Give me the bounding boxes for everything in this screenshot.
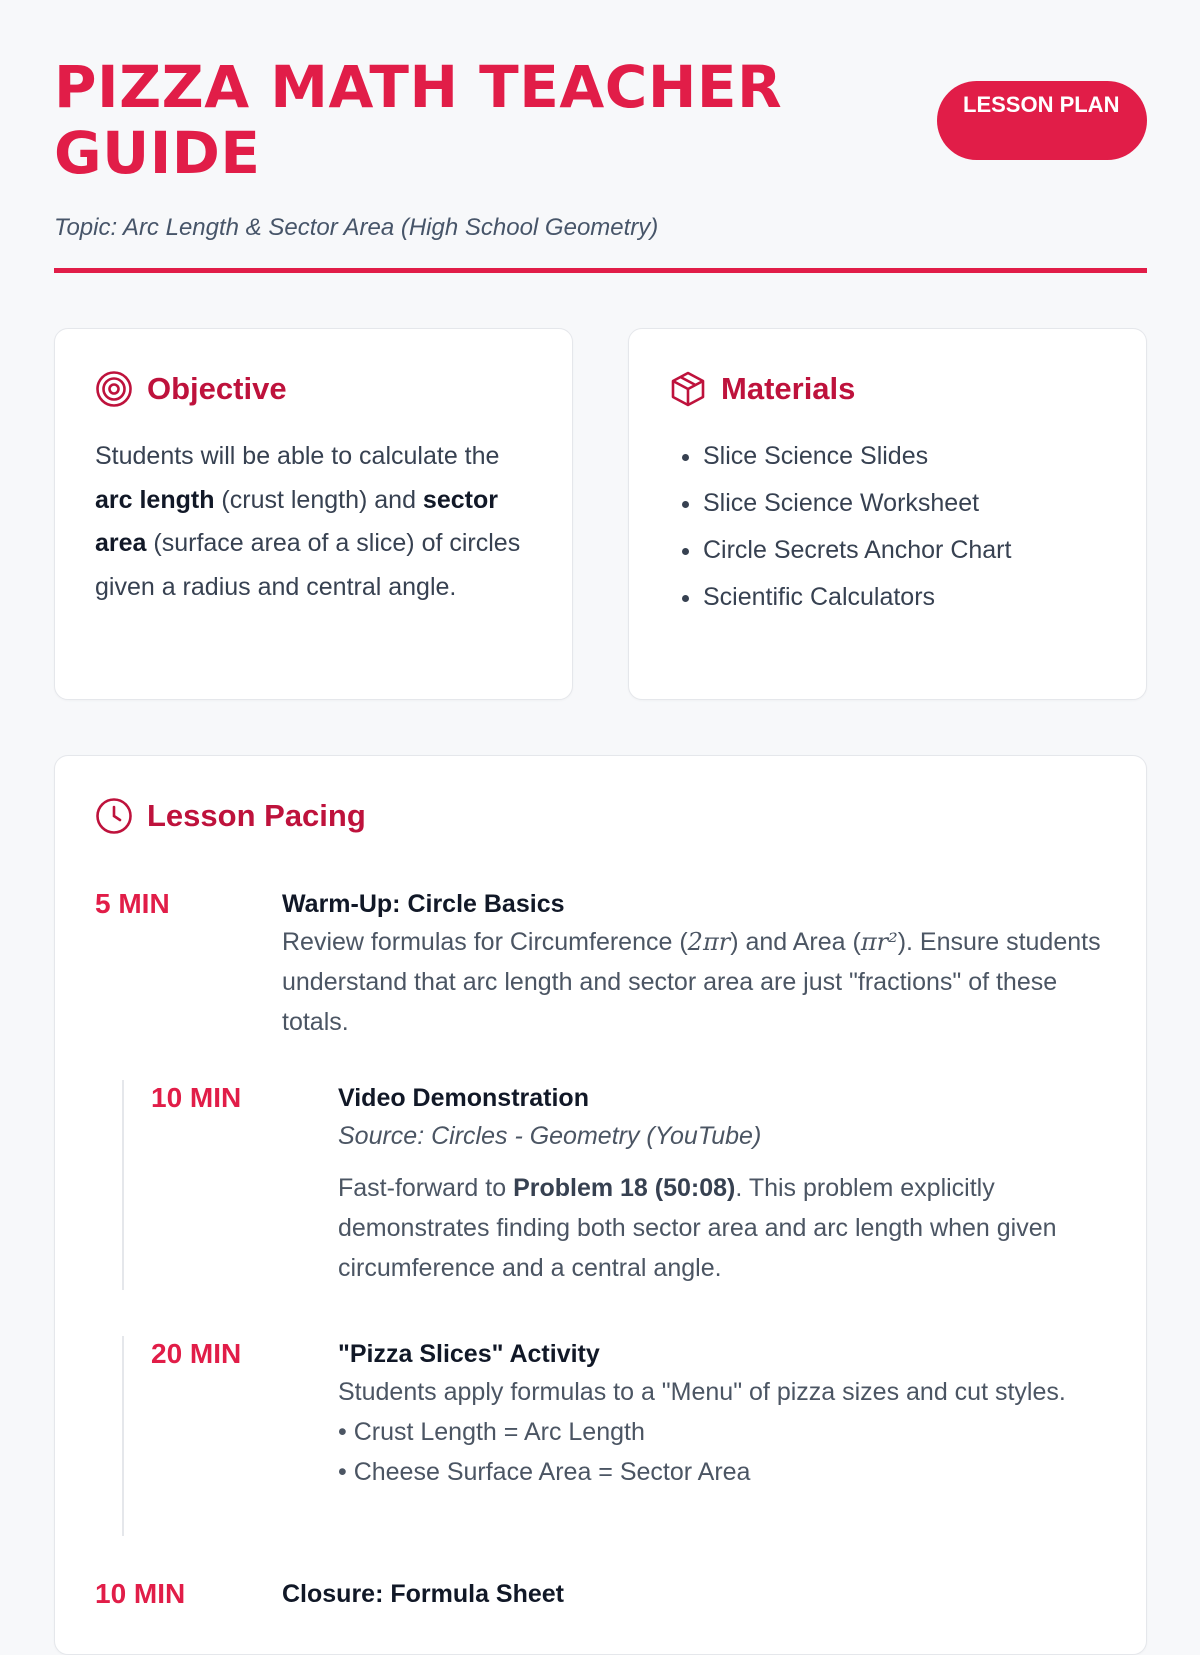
lesson-pacing-card	[54, 755, 1147, 1655]
objective-header	[95, 369, 532, 409]
objective-text: Students will be able to calculate the arc length (crust length) and sector area (surface area of a slice) of circles given a radius and central angle.	[95, 442, 521, 601]
pacing-heading: Lesson Pacing	[147, 798, 366, 833]
step-title: Warm-Up: Circle Basics	[282, 890, 565, 918]
step-body	[282, 886, 1102, 1042]
lesson-plan-badge: LESSON PLAN	[937, 81, 1147, 160]
pacing-header	[95, 796, 1106, 836]
step-description: Fast-forward to Problem 18 (50:08). This problem explicitly demonstrates finding both sector area and arc length when given circumference and a central angle.	[338, 1174, 1057, 1282]
step-time: 20 MIN	[151, 1338, 242, 1369]
step-bullet: • Crust Length = Arc Length	[338, 1418, 645, 1446]
materials-item: • Circle Secrets Anchor Chart	[703, 527, 1106, 574]
step-body	[338, 1080, 1093, 1290]
step-time: 10 MIN	[151, 1082, 242, 1113]
step-bullet: • Cheese Surface Area = Sector Area	[338, 1458, 751, 1486]
page-header	[54, 0, 1147, 273]
materials-heading: Materials	[721, 371, 856, 406]
step-description: Review formulas for Circumference (2πr) and Area (πr²). Ensure students understand that arc length and sector area are just "fractions" of these totals.	[282, 928, 1101, 1036]
step-body	[282, 1576, 1102, 1612]
box-icon	[669, 370, 707, 408]
pacing-step-warmup	[95, 886, 1102, 1042]
step-title: Closure: Formula Sheet	[282, 1580, 564, 1608]
step-time: 10 MIN	[95, 1578, 186, 1609]
materials-card	[628, 328, 1147, 700]
target-icon	[95, 370, 133, 408]
step-title: Video Demonstration	[338, 1084, 589, 1112]
step-source: Source: Circles - Geometry (YouTube)	[338, 1122, 762, 1150]
materials-header	[669, 369, 1106, 409]
materials-list	[669, 433, 1106, 621]
step-description: Students apply formulas to a "Menu" of pizza sizes and cut styles.	[338, 1378, 1066, 1406]
step-body	[338, 1336, 1093, 1536]
clock-icon	[95, 797, 133, 835]
topic-subtitle: Topic: Arc Length & Sector Area (High School Geometry)	[54, 214, 659, 241]
materials-item: • Slice Science Slides	[703, 433, 1106, 480]
step-title: "Pizza Slices" Activity	[338, 1340, 600, 1368]
pacing-step-video	[122, 1080, 1093, 1290]
area-formula: πr²	[860, 928, 898, 956]
page-title: PIZZA MATH TEACHER GUIDE	[54, 53, 783, 187]
materials-item: • Slice Science Worksheet	[703, 480, 1106, 527]
step-time: 5 MIN	[95, 888, 170, 919]
pacing-step-activity	[122, 1336, 1093, 1536]
circumference-formula: 2πr	[687, 928, 731, 956]
objective-card	[54, 328, 573, 700]
materials-item: • Scientific Calculators	[703, 574, 1106, 621]
objective-heading: Objective	[147, 371, 287, 406]
lesson-guide-page	[54, 0, 1147, 1609]
pacing-step-closure	[95, 1576, 1102, 1612]
